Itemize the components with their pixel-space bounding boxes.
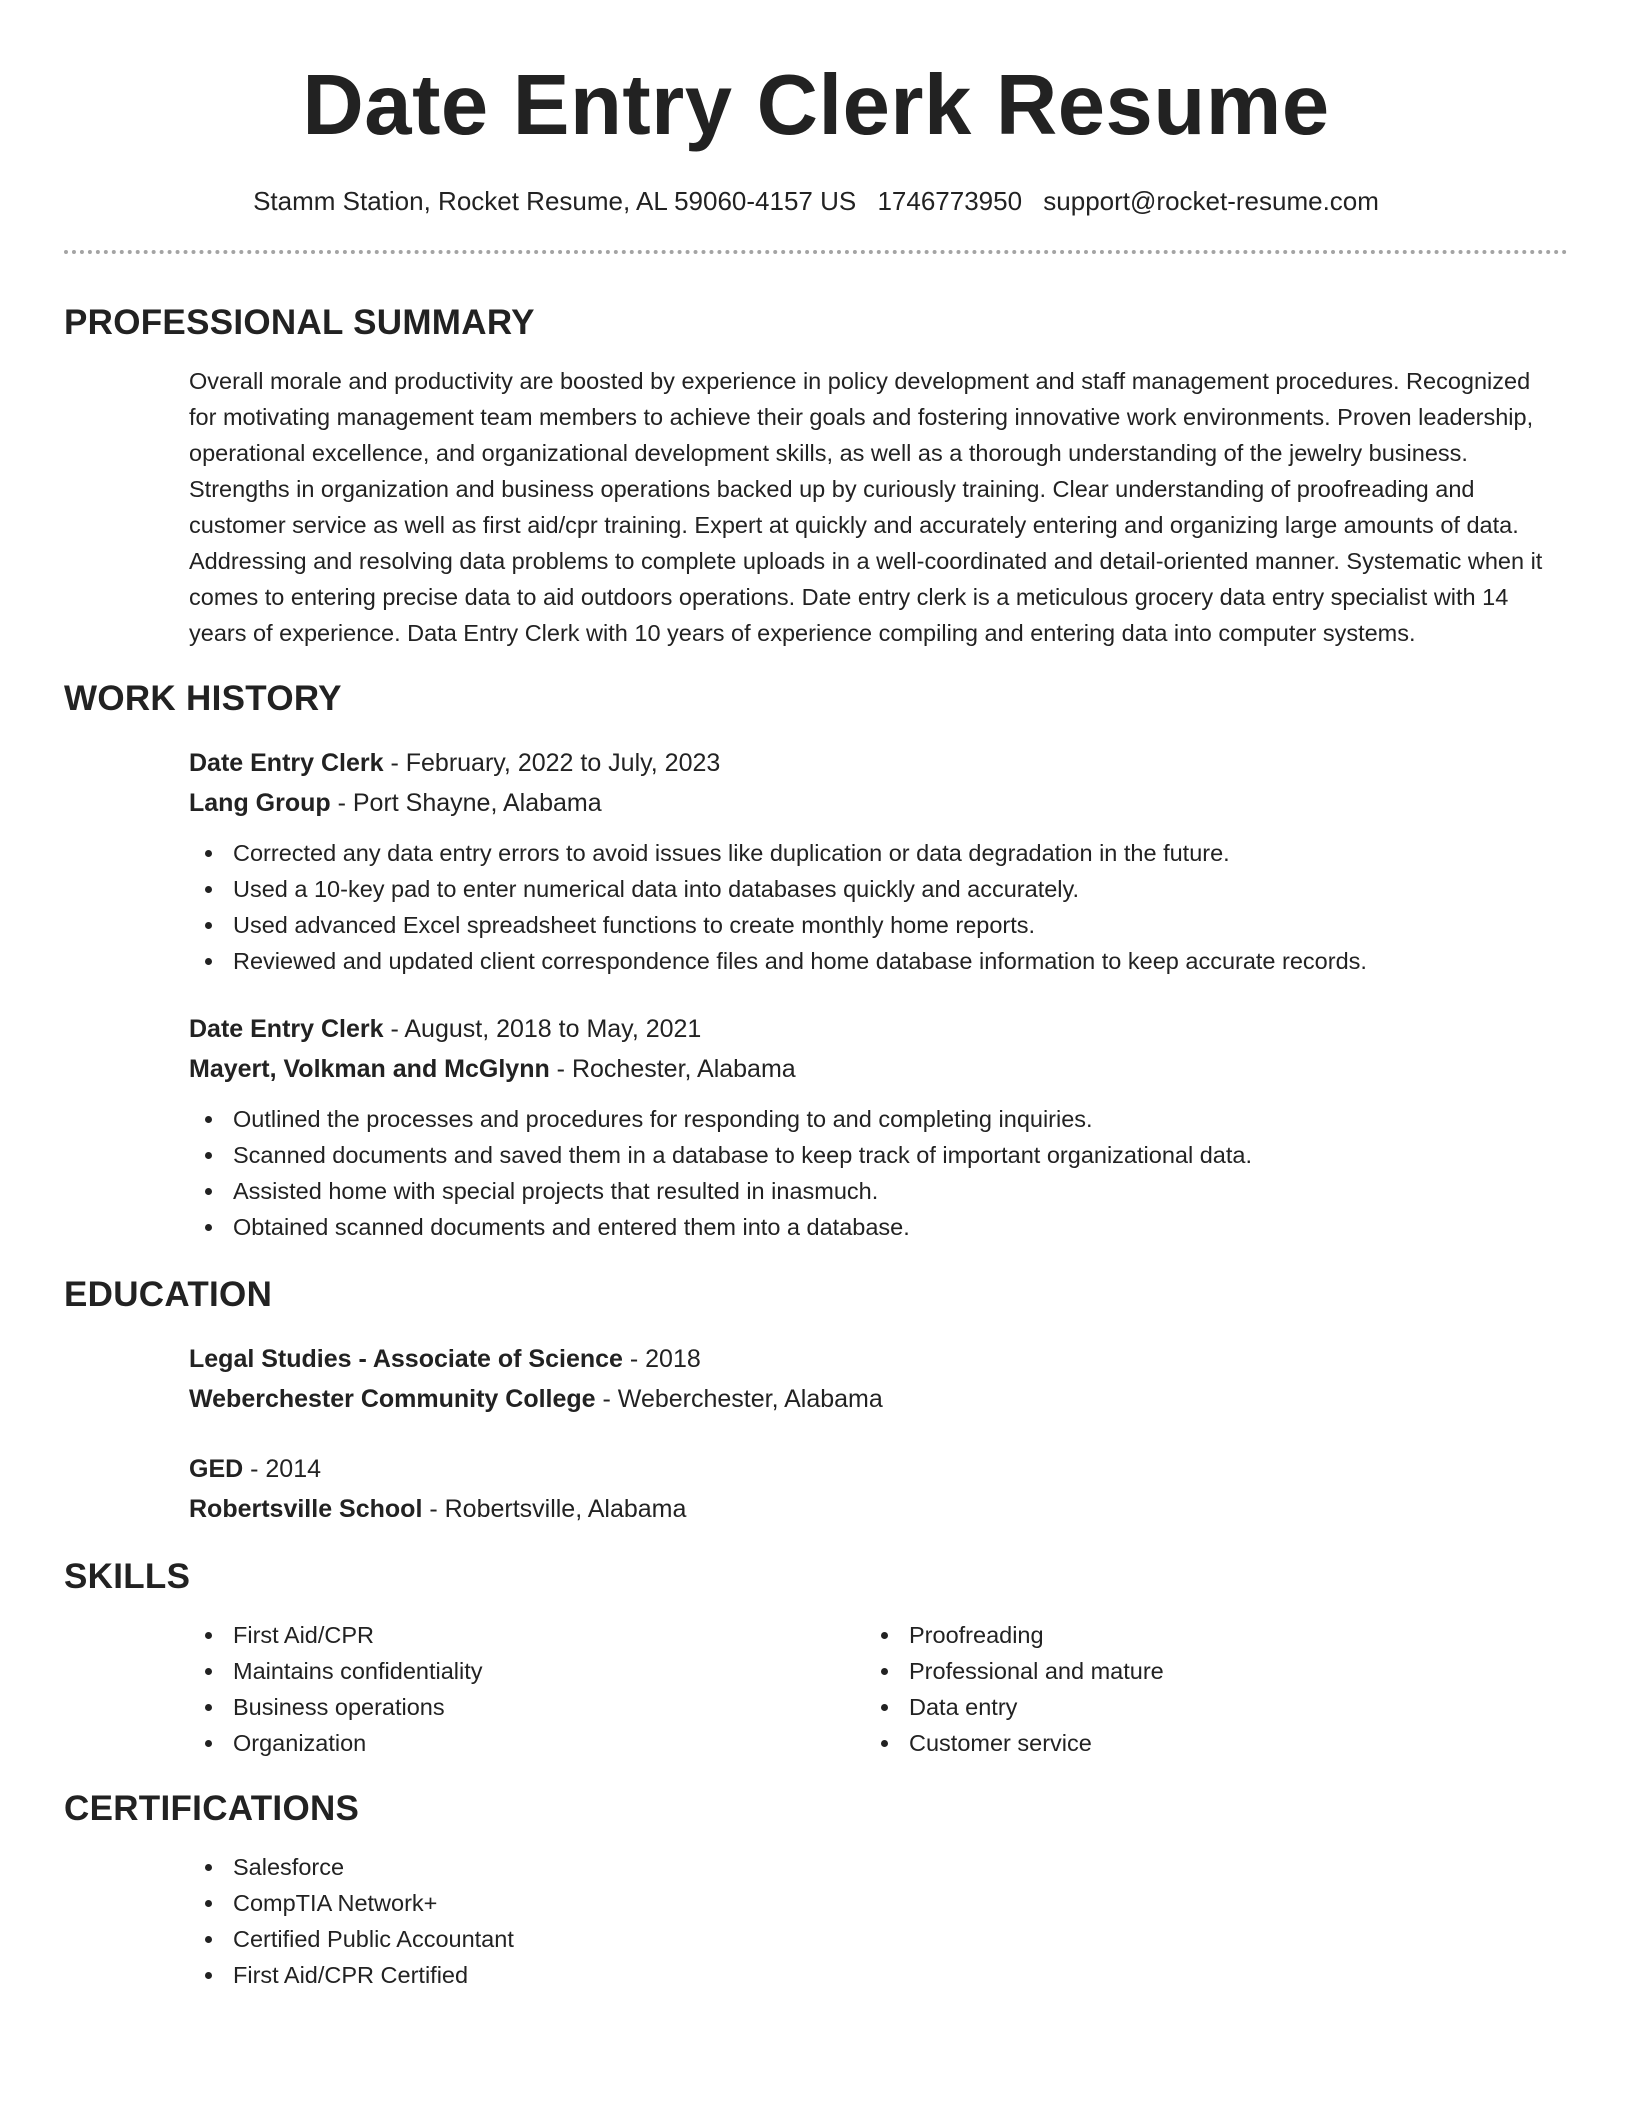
list-item: Reviewed and updated client correspondence files and home database information to keep accurate records. xyxy=(189,943,1568,979)
school-name: Robertsville School xyxy=(189,1495,423,1523)
summary-text: Overall morale and productivity are boosted by experience in policy development and staff management procedures. Recognized for motivating management team members to achieve their goals and fostering innovative work environments. Proven leadership, operational excellence, and organizational development skills, as well as a thorough understanding of the jewelry business. Strengths in organization and business operations backed up by curiously training. Clear understanding of proofreading and customer service as well as first aid/cpr training. Expert at quickly and accurately entering and organizing large amounts of data. Addressing and resolving data problems to complete uploads in a well-coordinated and detail-oriented manner. Systematic when it comes to entering precise data to aid outdoors operations. Date entry clerk is a meticulous grocery data entry specialist with 14 years of experience. Data Entry Clerk with 10 years of experience compiling and entering data into computer systems. xyxy=(189,368,1543,646)
list-item: Customer service xyxy=(865,1725,1541,1761)
certifications-heading: CERTIFICATIONS xyxy=(64,1789,360,1828)
degree-year: - 2014 xyxy=(243,1455,322,1483)
contact-email: support@rocket-resume.com xyxy=(1043,186,1379,216)
school-location: - Weberchester, Alabama xyxy=(595,1385,883,1413)
skills-list-left xyxy=(189,1617,865,1761)
list-item: Used advanced Excel spreadsheet functions to create monthly home reports. xyxy=(189,907,1568,943)
education-heading: EDUCATION xyxy=(64,1275,273,1314)
list-item: Proofreading xyxy=(865,1617,1541,1653)
degree-name: GED xyxy=(189,1455,244,1483)
job-entry xyxy=(64,1009,1568,1245)
certifications-block xyxy=(64,1849,1568,1993)
header-divider xyxy=(64,250,1568,254)
list-item: Data entry xyxy=(865,1689,1541,1725)
list-item: Organization xyxy=(189,1725,865,1761)
list-item: Salesforce xyxy=(189,1849,1568,1885)
skills-heading: SKILLS xyxy=(64,1557,191,1596)
list-item: Scanned documents and saved them in a database to keep track of important organizational data. xyxy=(189,1137,1568,1173)
school-location: - Robertsville, Alabama xyxy=(422,1495,687,1523)
education-entry xyxy=(64,1449,1568,1529)
contact-phone: 1746773950 xyxy=(877,186,1023,216)
job-company: Lang Group xyxy=(189,789,331,817)
job-title-line xyxy=(189,1009,1568,1049)
school-name: Weberchester Community College xyxy=(189,1385,596,1413)
skills-list-right xyxy=(865,1617,1541,1761)
certifications-list xyxy=(189,1849,1568,1993)
degree-year: - 2018 xyxy=(622,1345,701,1373)
job-company: Mayert, Volkman and McGlynn xyxy=(189,1055,550,1083)
skills-grid xyxy=(64,1617,1568,1761)
job-dates: - February, 2022 to July, 2023 xyxy=(383,749,721,777)
job-location: - Port Shayne, Alabama xyxy=(330,789,602,817)
list-item: Professional and mature xyxy=(865,1653,1541,1689)
job-title-line xyxy=(189,743,1568,783)
list-item: Corrected any data entry errors to avoid issues like duplication or data degradation in the future. xyxy=(189,835,1568,871)
list-item: Certified Public Accountant xyxy=(189,1921,1568,1957)
list-item: Used a 10-key pad to enter numerical data into databases quickly and accurately. xyxy=(189,871,1568,907)
job-title: Date Entry Clerk xyxy=(189,749,384,777)
job-title: Date Entry Clerk xyxy=(189,1015,384,1043)
work-history-heading: WORK HISTORY xyxy=(64,679,342,718)
list-item: Assisted home with special projects that resulted in inasmuch. xyxy=(189,1173,1568,1209)
list-item: Maintains confidentiality xyxy=(189,1653,865,1689)
list-item: Business operations xyxy=(189,1689,865,1725)
contact-line xyxy=(64,184,1568,218)
list-item: Outlined the processes and procedures for responding to and completing inquiries. xyxy=(189,1101,1568,1137)
job-duties-list xyxy=(189,835,1568,979)
job-duties-list xyxy=(189,1101,1568,1245)
education-entry xyxy=(64,1339,1568,1419)
list-item: First Aid/CPR Certified xyxy=(189,1957,1568,1993)
summary-heading: PROFESSIONAL SUMMARY xyxy=(64,303,535,342)
school-line xyxy=(189,1489,1568,1529)
school-line xyxy=(189,1379,1568,1419)
resume-title: Date Entry Clerk Resume xyxy=(302,58,1330,153)
degree-line xyxy=(189,1449,1568,1489)
list-item: Obtained scanned documents and entered them into a database. xyxy=(189,1209,1568,1245)
job-company-line xyxy=(189,1049,1568,1089)
job-entry xyxy=(64,743,1568,979)
job-company-line xyxy=(189,783,1568,823)
list-item: First Aid/CPR xyxy=(189,1617,865,1653)
list-item: CompTIA Network+ xyxy=(189,1885,1568,1921)
degree-name: Legal Studies - Associate of Science xyxy=(189,1345,623,1373)
job-location: - Rochester, Alabama xyxy=(549,1055,796,1083)
contact-address: Stamm Station, Rocket Resume, AL 59060-4157 US xyxy=(253,186,857,216)
job-dates: - August, 2018 to May, 2021 xyxy=(383,1015,702,1043)
degree-line xyxy=(189,1339,1568,1379)
